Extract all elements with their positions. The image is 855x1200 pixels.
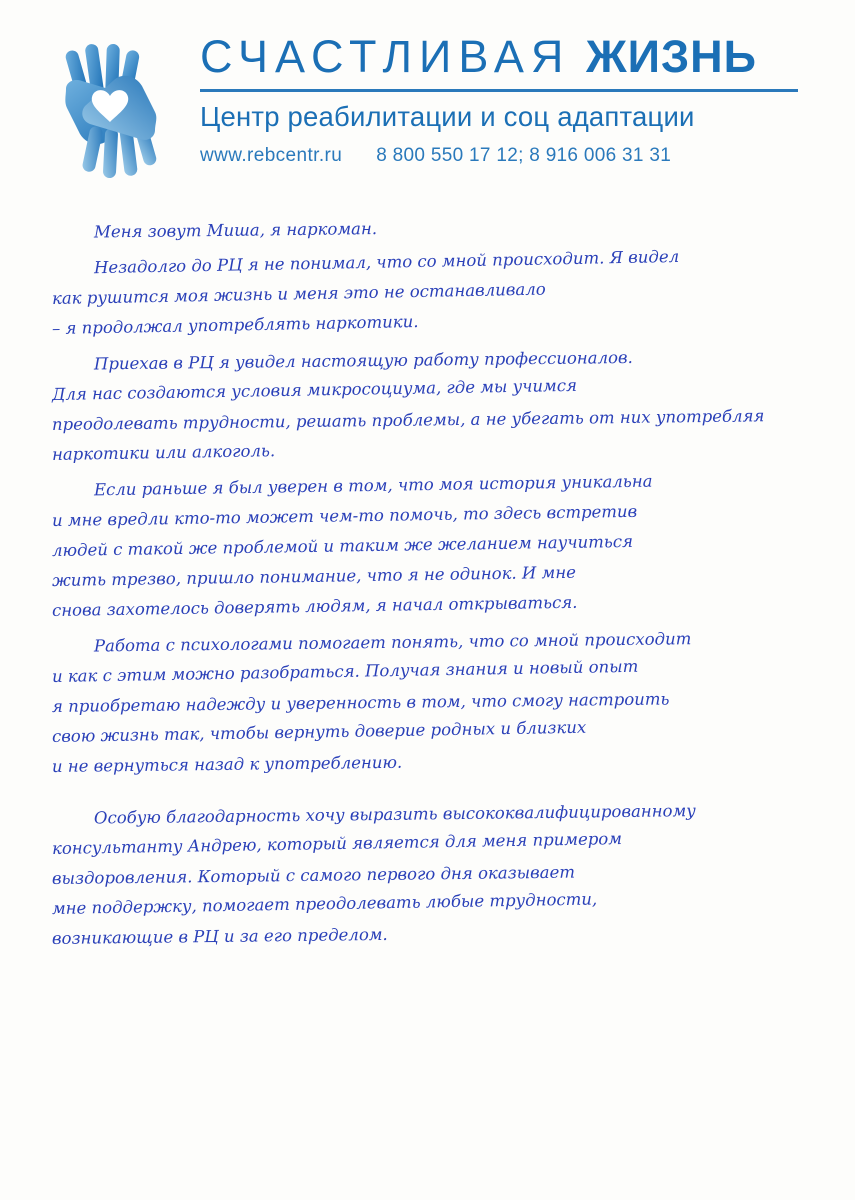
handwritten-letter: [52, 218, 812, 960]
letter-line: – я продолжал употреблять наркотики.: [51, 311, 419, 338]
letter-line: и как с этим можно разобраться. Получая знания и новый опыт: [51, 656, 639, 686]
letter-line: Если раньше я был уверен в том, что моя история уникальна: [93, 471, 653, 500]
letter-line: мне поддержку, помогает преодолевать любые трудности,: [51, 889, 598, 918]
phone-numbers: 8 800 550 17 12; 8 916 006 31 31: [376, 145, 672, 166]
letter-line: Приехав в РЦ я увидел настоящую работу профессионалов.: [93, 347, 633, 374]
letterhead: [0, 20, 855, 200]
letter-line: людей с такой же проблемой и таким же желанием научиться: [51, 531, 634, 560]
letter-line: и не вернуться назад к употреблению.: [51, 752, 403, 776]
letter-line: я приобретаю надежду и уверенность в том, что смогу настроить: [51, 689, 670, 716]
letter-line: жить трезво, пришло понимание, что я не одинок. И мне: [51, 562, 577, 590]
letter-line: консультанту Андрею, который является для меня примером: [51, 829, 623, 858]
letter-line: Особую благодарность хочу выразить высококвалифицированному: [93, 801, 696, 828]
letter-line: как рушится моя жизнь и меня это не останавливало: [51, 279, 546, 308]
brand-divider: [200, 89, 798, 92]
letter-paragraph: [51, 347, 812, 470]
letter-line: и мне вредли кто-то может чем-то помочь, то здесь встретив: [51, 501, 638, 530]
letter-line: Для нас создаются условия микросоциума, где мы учимся: [51, 375, 578, 404]
organization-title: [200, 31, 815, 82]
letter-line: возникающие в РЦ и за его пределом.: [51, 924, 388, 948]
letter-line: преодолевать трудности, решать проблемы, а не убегать от них употребляя: [51, 406, 765, 434]
letter-paragraph: [51, 801, 812, 954]
letter-line: свою жизнь так, чтобы вернуть доверие родных и близких: [51, 717, 587, 746]
letter-line: Работа с психологами помогает понять, что со мной происходит: [93, 629, 692, 656]
organization-title-part1: СЧАСТЛИВАЯ: [200, 31, 571, 82]
letter-line: Меня зовут Миша, я наркоман.: [93, 219, 378, 242]
letter-paragraph: [51, 471, 812, 626]
two-hands-heart-logo: [36, 34, 186, 184]
brand-block: [200, 31, 815, 167]
organization-title-part2: ЖИЗНЬ: [585, 31, 758, 82]
letter-paragraph: [51, 629, 812, 782]
letter-line: снова захотелось доверять людям, я начал открываться.: [51, 592, 578, 620]
contact-line: [200, 145, 815, 167]
letter-line: выздоровления. Который с самого первого дня оказывает: [51, 862, 576, 888]
letter-line: Незадолго до РЦ я не понимал, что со мной происходит. Я видел: [93, 246, 680, 278]
organization-subtitle: Центр реабилитации и соц адаптации: [200, 101, 695, 132]
letter-line: наркотики или алкоголь.: [51, 441, 276, 464]
letter-paragraph: [51, 246, 812, 344]
website-link[interactable]: www.rebcentr.ru: [200, 145, 343, 166]
